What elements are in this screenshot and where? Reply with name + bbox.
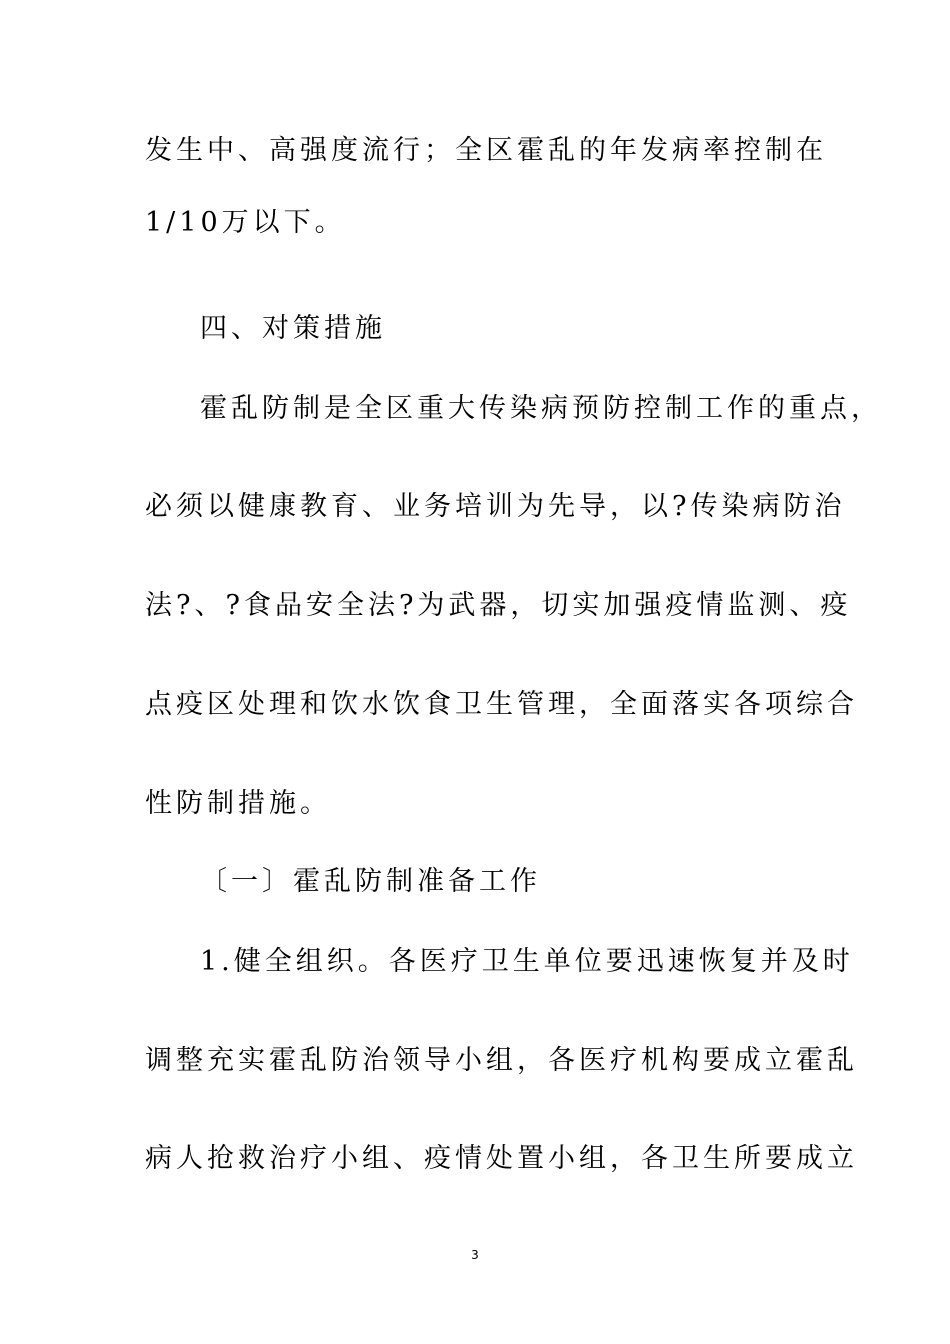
text-line-10: 1.健全组织。各医疗卫生单位要迅速恢复并及时: [200, 946, 854, 977]
text-line-8: 性防制措施。: [145, 788, 331, 819]
text-line-2: 1/10万以下。: [145, 207, 346, 238]
text-line-5: 必须以健康教育、业务培训为先导，以?传染病防治: [145, 491, 846, 522]
text-line-11: 调整充实霍乱防治领导小组，各医疗机构要成立霍乱: [145, 1045, 858, 1076]
text-line-4: 霍乱防制是全区重大传染病预防控制工作的重点，: [200, 393, 882, 424]
section-heading: 四、对策措施: [200, 313, 386, 344]
subsection-heading: 〔一〕霍乱防制准备工作: [200, 866, 541, 897]
page-number: 3: [471, 1248, 479, 1262]
text-line-1: 发生中、高强度流行；全区霍乱的年发病率控制在: [145, 135, 827, 166]
text-line-7: 点疫区处理和饮水饮食卫生管理，全面落实各项综合: [145, 689, 858, 720]
text-line-6: 法?、?食品安全法?为武器，切实加强疫情监测、疫: [145, 590, 852, 621]
text-line-12: 病人抢救治疗小组、疫情处置小组，各卫生所要成立: [145, 1143, 858, 1174]
